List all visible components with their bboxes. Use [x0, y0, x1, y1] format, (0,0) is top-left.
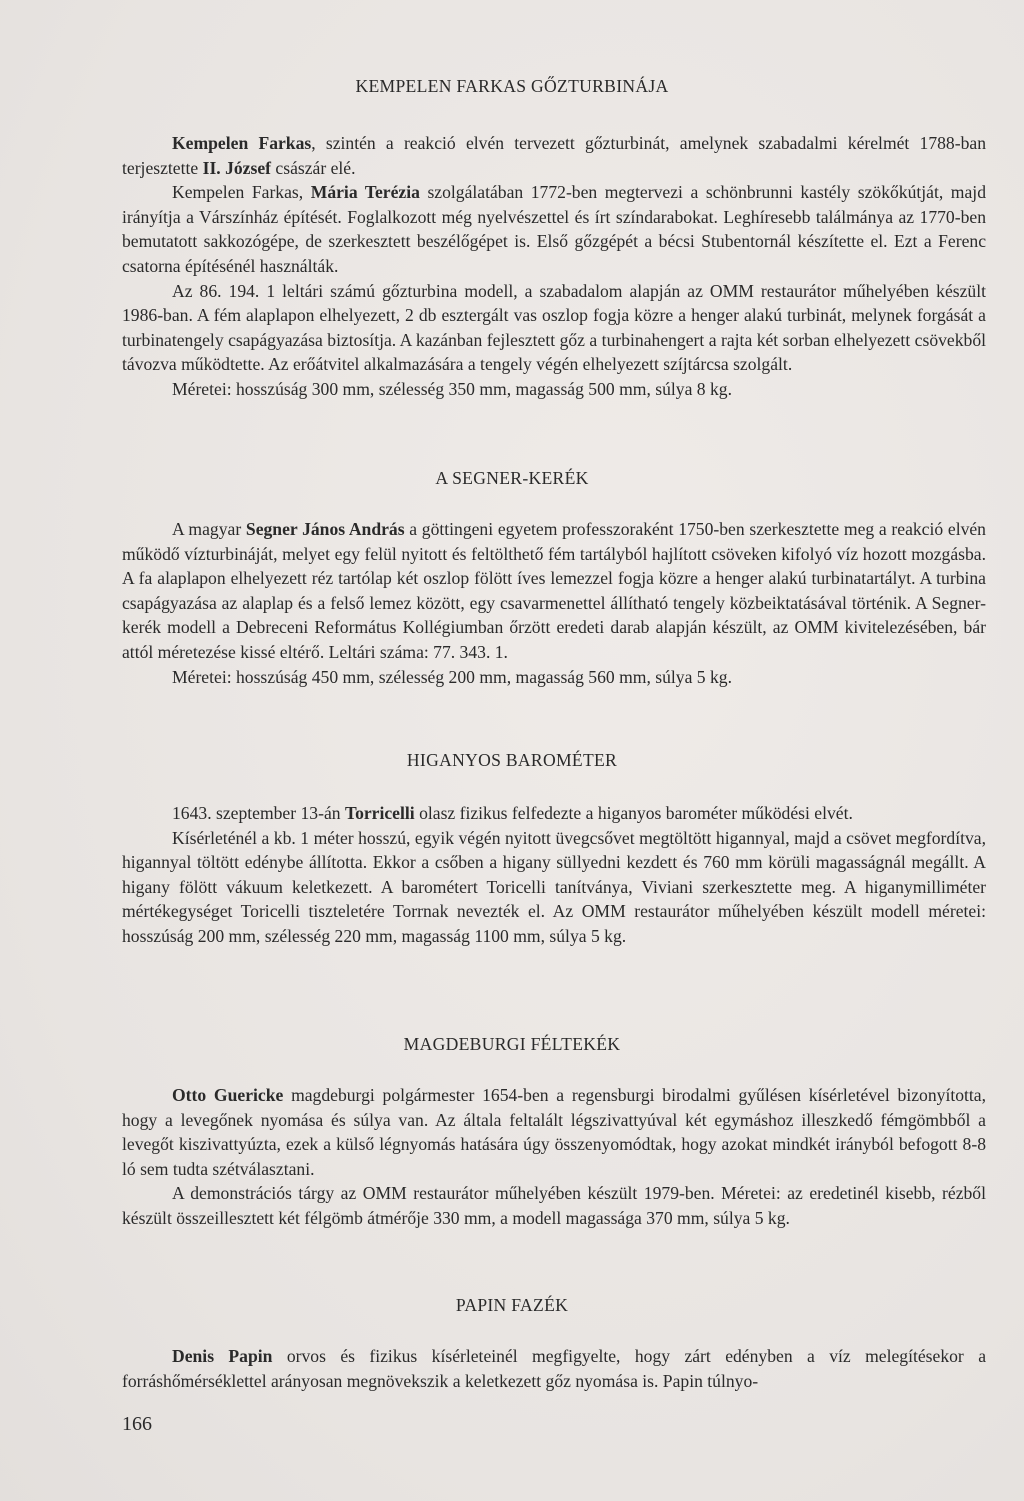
section-heading-kempelen: KEMPELEN FARKAS GŐZTURBINÁJA	[355, 76, 669, 96]
section-body-segner	[122, 517, 986, 689]
section-body-papin	[122, 1344, 986, 1393]
paragraph: Denis Papin orvos és fizikus kísérleteinél megfigyelte, hogy zárt edényben a víz melegítésekor a forráshőmérséklettel arányosan megnövekszik a keletkezett gőz nyomása is. Papin túlnyo-	[122, 1346, 986, 1391]
paragraph: 1643. szeptember 13-án Torricelli olasz fizikus felfedezte a higanyos barométer működési elvét.	[172, 803, 853, 823]
page-number: 166	[122, 1413, 152, 1435]
section-heading-segner: A SEGNER-KERÉK	[435, 468, 589, 488]
paragraph: Méretei: hosszúság 450 mm, szélesség 200 mm, magasság 560 mm, súlya 5 kg.	[172, 666, 732, 687]
section-heading-papin: PAPIN FAZÉK	[455, 1295, 569, 1315]
paragraph: A magyar Segner János András a göttingeni egyetem professzoraként 1750-ben szerkesztette meg a reakció elvén működő vízturbináját, melyet egy felül nyitott és feltölthető fém tartályból hajlított csöveken kifolyó víz hozott mozgásba. A fa alaplapon elhelyezett réz tartólap két oszlop fölött íves lemezzel fogja közre a henger alakú turbinatartályt. A turbina csapágyazása az alaplap és a felső lemez között, egy csavarmenettel állítható tengely közbeiktatásával történik. A Segner-kerék modell a Debreceni Református Kollégiumban őrzött eredeti darab alapján készült, az OMM kivitelezésében, bár attól méretezése kissé eltérő. Leltári száma: 77. 343. 1.	[122, 519, 986, 662]
paragraph: A demonstrációs tárgy az OMM restaurátor műhelyében készült 1979-ben. Méretei: az eredetinél kisebb, rézből készült összeillesztett két félgömb átmérője 330 mm, a modell magassága 370 mm, súlya 5 kg.	[122, 1183, 986, 1228]
section-heading-magdeburg: MAGDEBURGI FÉLTEKÉK	[403, 1034, 621, 1054]
section-heading-barometer: HIGANYOS BAROMÉTER	[406, 750, 618, 770]
paragraph: Kempelen Farkas, Mária Terézia szolgálatában 1772-ben megtervezi a schönbrunni kastély szökőkútját, majd irányítja a Várszínház építését. Foglalkozott még nyelvészettel és írt színdarabokat. Leghíresebb találmánya az 1770-ben bemutatott sakkozógépe, de szerkesztett beszélőgépet is. Első gőzgépét a bécsi Stubentornál készítette el. Ezt a Ferenc csatorna építésénél használták.	[122, 182, 986, 276]
paragraph: Kísérleténél a kb. 1 méter hosszú, egyik végén nyitott üvegcsővet megtöltött higannyal, majd a csövet megfordítva, higannyal töltött edénybe állította. Ekkor a csőben a higany süllyedni kezdett és 760 mm körüli magasságnál megállt. A higany fölött vákuum keletkezett. A barométert Toricelli tanítványa, Viviani szerkesztette meg. A higanymilliméter mértékegységet Toricelli tiszteletére Torrnak nevezték el. Az OMM restaurátor műhelyében készült modell méretei: hosszúság 200 mm, szélesség 220 mm, magasság 1100 mm, súlya 5 kg.	[122, 827, 986, 946]
section-body-barometer	[122, 801, 986, 949]
section-body-kempelen	[122, 131, 986, 402]
section-body-magdeburg	[122, 1083, 986, 1231]
paragraph: Az 86. 194. 1 leltári számú gőzturbina modell, a szabadalom alapján az OMM restaurátor műhelyében készült 1986-ban. A fém alaplapon elhelyezett, 2 db esztergált vas oszlop fogja közre a henger alakú turbinát, melynek forgását a turbinatengely csapágyazása biztosítja. A kazánban fejlesztett gőz a turbinahengert a rajta két sorban elhelyezett csövekből távozva működtette. Az erőátvitel alkalmazására a tengely végén elhelyezett szíjtárcsa szolgált.	[122, 280, 986, 375]
paragraph: Otto Guericke magdeburgi polgármester 1654-ben a regensburgi birodalmi gyűlésen kísérletével bizonyította, hogy a levegőnek nyomása és súlya van. Az általa feltalált légszivattyúval két egymáshoz illeszkedő fémgömbből a levegőt kiszivattyúzta, ezek a külső légnyomás hatására úgy összenyomódtak, hogy azokat mindkét irányból befogott 8-8 ló sem tudta szétválasztani.	[122, 1085, 986, 1179]
paragraph: Kempelen Farkas, szintén a reakció elvén tervezett gőzturbinát, amelynek szabadalmi kérelmét 1788-ban terjesztette II. József császár elé.	[122, 133, 986, 178]
paragraph: Méretei: hosszúság 300 mm, szélesség 350 mm, magasság 500 mm, súlya 8 kg.	[172, 378, 732, 399]
